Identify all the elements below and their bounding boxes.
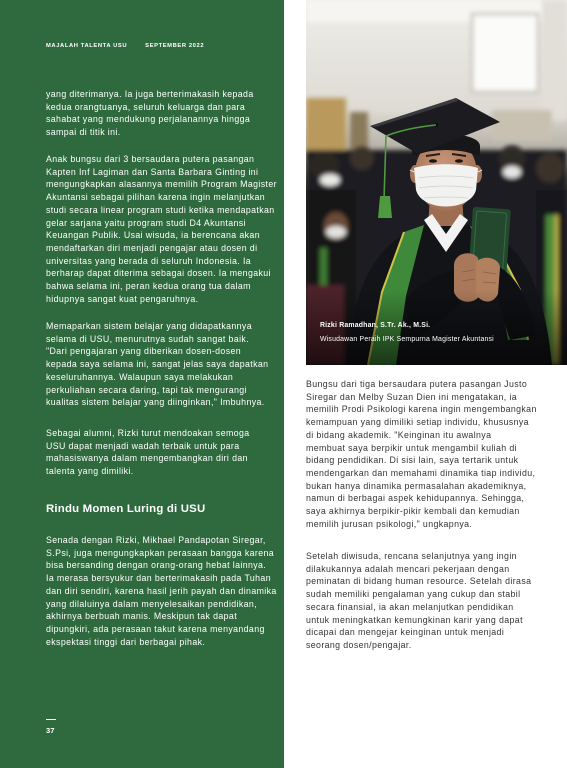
left-paragraph-1: yang diterimanya. Ia juga berterimakasih kepada kedua orangtuanya, seluruh keluarga dan para sahabat yang mendukung perjalanannya hingga sampai di titik ini.	[46, 89, 254, 138]
tassel	[378, 196, 392, 218]
section-heading: Rindu Momen Luring di USU	[46, 503, 206, 515]
left-paragraph-3: Memaparkan sistem belajar yang didapatkannya selama di USU, menurutnya sudah sangat baik. "Dari pengajaran yang diberikan dosen-dosen kepada saya selama ini, sangat jelas saya dapatkan keseluruhannya. Walaupun saya melakukan perkuliahan secara daring, tapi tak mengurangi kualitas sistem belajar yang diinginkan," Imbuhnya.	[46, 321, 269, 408]
right-paragraph-1: Bungsu dari tiga bersaudara putera pasangan Justo Siregar dan Melby Suzan Dien ini mengatakan, ia memilih Prodi Psikologi karena ingin mengembangkan kemampuan yang dimiliki setiap individu, khususnya di bidang akademik. "Keinginan itu awalnya membuat saya berpikir untuk mengambil kuliah di bidang pendidikan. Di sisi lain, saya tertarik untuk mendengarkan dan memahami dinamika tiap individu, bukan hanya dinamika permasalahan akademiknya, namun di berbagai aspek kehidupannya. Sehingga, saya akhirnya berpikir-pikir kembali dan kemudian memilih jurusan psikologi," ungkapnya.	[306, 379, 537, 529]
photo-frame	[306, 0, 567, 365]
photo-caption-title: Wisudawan Peraih IPK Sempurna Magister Akuntansi	[320, 336, 494, 343]
left-paragraph-4: Sebagai alumni, Rizki turut mendoakan semoga USU dapat menjadi wadah terbaik untuk para mahasiswanya dalam mengembangkan diri dan talenta yang dimiliki.	[46, 428, 250, 477]
graduation-photo	[306, 0, 567, 365]
issue-date: SEPTEMBER 2022	[145, 43, 205, 49]
right-paragraph-2: Setelah diwisuda, rencana selanjutnya yang ingin dilakukannya adalah mencari pekerjaan dengan peminatan di bidang human resource. Setelah dirasa sudah memiliki pengalaman yang cukup dan stabil secara finansial, ia akan melanjutkan pendidikan untuk meningkatkan kemungkinan karir yang dapat dicapai dan mengejar keinginan untuk menjadi seorang dosen/pengajar.	[306, 551, 532, 650]
magazine-name: MAJALAH TALENTA USU	[46, 43, 128, 49]
page-number: 37	[46, 726, 55, 735]
photo-caption-name: Rizki Ramadhan, S.Tr. Ak., M.Si.	[320, 322, 431, 329]
left-paragraph-2: Anak bungsu dari 3 bersaudara putera pasangan Kapten Inf Lagiman dan Santa Barbara Ginting ini mengungkapkan alasannya memilih Program Magister Akuntansi sebagai pilihan karena ingin melanjutkan studi secara linear program studi ketika mendapatkan gelar sarjana yaitu program studi D4 Akuntansi Keuangan Publik. Usai wisuda, ia berencana akan mendaftarkan diri menjadi pengajar atau dosen di universitas yang berada di seluruh Indonesia. Ia berharap dapat diterima sebagai dosen. Ia mengakui bahwa selama ini, peran kedua orang tua dalam hidupnya sangat kuat pengaruhnya.	[46, 154, 277, 304]
left-paragraph-5: Senada dengan Rizki, Mikhael Pandapotan Siregar, S.Psi, juga mengungkapkan perasaan bangga karena bisa bersanding dengan orang-orang hebat lainnya. Ia merasa bersyukur dan berterimakasih pada Tuhan dan diri sendiri, karena hasil jerih payah dan dinamika yang dilaluinya dalam menyelesaikan pendidikan, akhirnya berbuah manis. Meskipun tak dapat dipungkiri, ada perasaan takut karena menyandang ekspektasi tinggi dari berbagai pihak.	[46, 535, 277, 647]
page-number-rule	[46, 719, 56, 720]
running-header	[46, 43, 204, 49]
